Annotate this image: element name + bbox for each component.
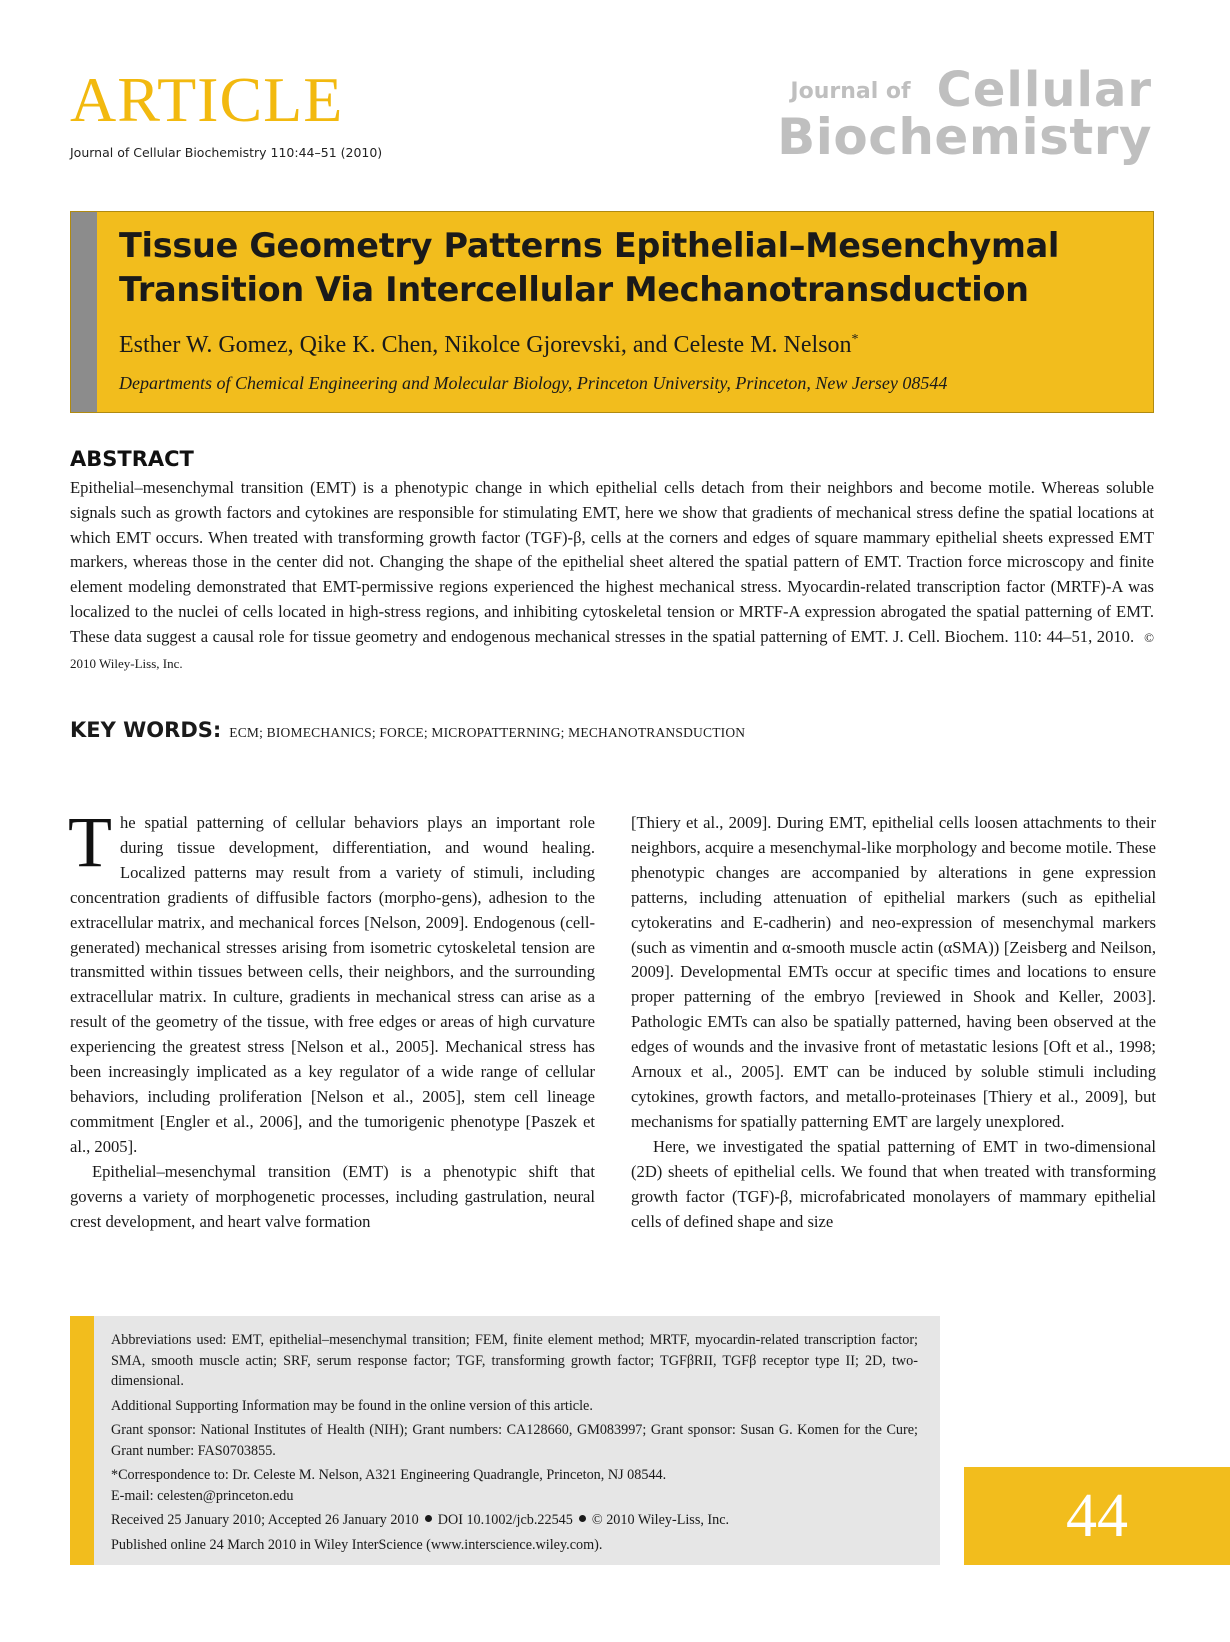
correspondence-email: E-mail: celesten@princeton.edu	[111, 1487, 294, 1504]
correspondence-text: *Correspondence to: Dr. Celeste M. Nelson, A321 Engineering Quadrangle, Princeton, NJ 08544.	[111, 1467, 667, 1483]
footnote-abbreviations: Abbreviations used: EMT, epithelial–mesenchymal transition; FEM, finite element method; MRTF, myocardin-related transcription factor; SMA, smooth muscle actin; SRF, serum response factor; TGF, transforming growth factor; TGFβRII, TGFβ receptor type II; 2D, two-dimensional.	[111, 1332, 918, 1389]
authors-text: Esther W. Gomez, Qike K. Chen, Nikolce Gjorevski, and Celeste M. Nelson	[119, 332, 852, 358]
footnote-published: Published online 24 March 2010 in Wiley InterScience (www.interscience.wiley.com).	[111, 1536, 603, 1553]
body-column-right	[631, 811, 1156, 1234]
footnote-copyright: © 2010 Wiley-Liss, Inc.	[591, 1512, 730, 1528]
abstract-heading: ABSTRACT	[70, 447, 194, 471]
doi: DOI 10.1002/jcb.22545	[437, 1512, 573, 1528]
abstract-body	[70, 476, 1154, 676]
bullet-icon	[579, 1515, 586, 1522]
abstract-copyright: © 2010 Wiley-Liss, Inc.	[70, 629, 1154, 671]
body-paragraph: [Thiery et al., 2009]. During EMT, epithelial cells loosen attachments to their neighbors, acquire a mesenchymal-like morphology and become motile. These phenotypic changes are accompanied by alterations in gene expression patterns, including attenuation of epithelial markers (such as epithelial cytokeratins and E-cadherin) and neo-expression of mesenchymal markers (such as vimentin and α-smooth muscle actin (αSMA)) [Zeisberg and Neilson, 2009]. Developmental EMTs occur at specific times and locations to ensure proper patterning of the embryo [reviewed in Shook and Keller, 2003]. Pathologic EMTs can also be spatially patterned, having been observed at the edges of wounds and the invasive front of metastatic lesions [Oft et al., 1998; Arnoux et al., 2005]. EMT can be induced by soluble stimuli including cytokines, growth factors, and metallo-proteinases [Thiery et al., 2009], but mechanisms for spatially patterning EMT are largely unexplored.	[631, 813, 1156, 1131]
page-number-box	[964, 1467, 1230, 1565]
keywords-list: ECM; BIOMECHANICS; FORCE; MICROPATTERNING; MECHANOTRANSDUCTION	[229, 725, 746, 740]
abstract-text: Epithelial–mesenchymal transition (EMT) is a phenotypic change in which epithelial cells detach from their neighbors and become motile. Whereas soluble signals such as growth factors and cytokines are responsible for stimulating EMT, here we show that gradients of mechanical stress define the spatial locations at which EMT occurs. When treated with transforming growth factor (TGF)-β, cells at the corners and edges of square mammary epithelial sheets expressed EMT markers, whereas those in the center did not. Changing the shape of the epithelial sheet altered the spatial pattern of EMT. Traction force microscopy and finite element modeling demonstrated that EMT-permissive regions experienced the highest mechanical stress. Myocardin-related transcription factor (MRTF)-A was localized to the nuclei of cells located in high-stress regions, and inhibiting cytoskeletal tension or MRTF-A expression abrogated the spatial patterning of EMT. These data suggest a causal role for tissue geometry and endogenous mechanical stresses in the spatial patterning of EMT. J. Cell. Biochem. 110: 44–51, 2010.	[70, 478, 1154, 646]
corresponding-author-mark: *	[851, 332, 859, 347]
footnote-grant: Grant sponsor: National Institutes of Health (NIH); Grant numbers: CA128660, GM083997; Grant sponsor: Susan G. Komen for the Cure; Grant number: FAS0703855.	[111, 1422, 918, 1459]
footnote-content	[111, 1330, 918, 1559]
journal-logo-line1: Cellular	[936, 62, 1152, 118]
title-box	[70, 211, 1154, 413]
footnote-supporting: Additional Supporting Information may be found in the online version of this article.	[111, 1397, 593, 1414]
footnote-dates	[111, 1510, 918, 1531]
paragraph-text: he spatial patterning of cellular behaviors plays an important role during tissue development, differentiation, and wound healing. Localized patterns may result from a variety of stimuli, including concentration gradients of diffusible factors (morpho-gens), adhesion to the extracellular matrix, and mechanical forces [Nelson, 2009]. Endogenous (cell-generated) mechanical stresses arising from isometric cytoskeletal tension are transmitted within tissues between cells, their neighbors, and the surrounding extracellular matrix. In culture, gradients in mechanical stress can arise as a result of the geometry of the tissue, with free edges or areas of high curvature experiencing the greatest stress [Nelson et al., 2005]. Mechanical stress has been increasingly implicated as a key regulator of a wide range of cellular behaviors, including proliferation [Nelson et al., 2005], stem cell lineage commitment [Engler et al., 2006], and the tumorigenic phenotype [Paszek et al., 2005].	[70, 813, 595, 1156]
journal-logo-line2: Biochemistry	[777, 108, 1152, 166]
body-paragraph: Epithelial–mesenchymal transition (EMT) is a phenotypic shift that governs a variety of morphogenetic processes, including gastrulation, neural crest development, and heart valve formation	[70, 1161, 595, 1231]
bullet-icon	[425, 1515, 432, 1522]
journal-logo-prefix: Journal of	[790, 79, 911, 104]
received-accepted: Received 25 January 2010; Accepted 26 January 2010	[111, 1512, 419, 1528]
footnote-box	[70, 1316, 940, 1565]
body-paragraph: Here, we investigated the spatial patterning of EMT in two-dimensional (2D) sheets of epithelial cells. We found that when treated with transforming growth factor (TGF)-β, microfabricated monolayers of mammary epithelial cells of defined shape and size	[631, 1136, 1156, 1231]
page-number: 44	[1066, 1482, 1128, 1550]
keywords-heading: KEY WORDS:	[70, 718, 222, 742]
drop-cap: T	[68, 802, 112, 882]
keywords	[70, 718, 745, 742]
author-list	[119, 332, 859, 359]
affiliation: Departments of Chemical Engineering and Molecular Biology, Princeton University, Princeton, New Jersey 08544	[119, 373, 948, 393]
journal-citation: Journal of Cellular Biochemistry 110:44–51 (2010)	[70, 145, 383, 160]
footnote-correspondence	[111, 1465, 918, 1506]
article-label: ARTICLE	[70, 64, 344, 135]
footnote-side-bar	[70, 1316, 94, 1565]
title-box-side-bar	[71, 212, 97, 412]
body-paragraph	[68, 802, 595, 1160]
paper-title: Tissue Geometry Patterns Epithelial–Mesenchymal Transition Via Intercellular Mechanotransduction	[119, 226, 1060, 309]
body-column-left	[68, 802, 595, 1234]
journal-logo	[777, 62, 1152, 166]
